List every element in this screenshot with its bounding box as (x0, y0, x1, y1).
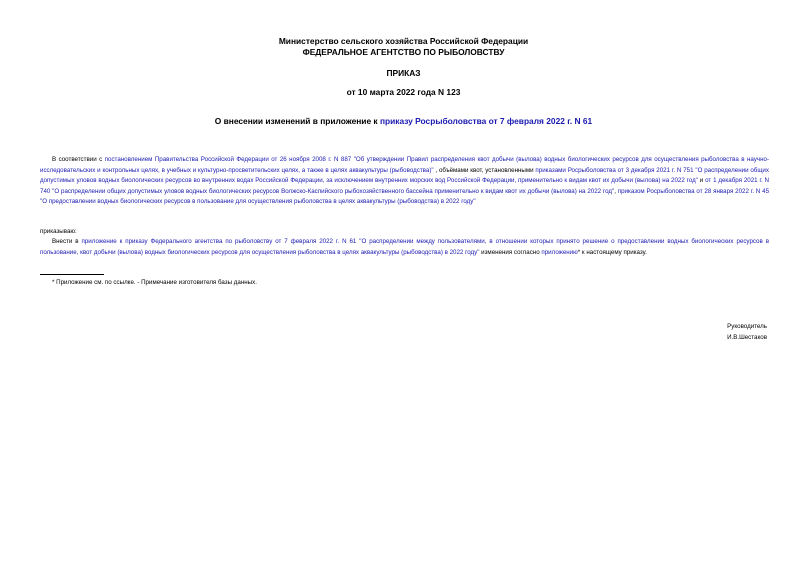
preamble-text-2: , объёмами квот, установленными (433, 166, 536, 174)
title-link[interactable]: приказу Росрыболовства от 7 февраля 2022 г. N 61 (379, 116, 593, 126)
order-link-1[interactable]: приложение к приказу Федерального агентства по рыболовству от 7 февраля 2022 г. N 61 "О распределении между пользователями, в отношении которых принято решение о предоставлении водных биологических ресурсов в пользование, квот добычи (вылова) водных биологических ресурсов для осуществления рыболовства в целях аквакультуры (рыбоводства) в 2022 году" (40, 238, 769, 256)
document-date-number: от 10 марта 2022 года N 123 (346, 87, 461, 97)
preamble-text-3: и (697, 177, 706, 185)
document-type: ПРИКАЗ (386, 68, 421, 78)
order-word: приказываю: (40, 228, 77, 235)
preamble-link-4[interactable]: приказом Росрыболовства от 28 января 2022 г. N 45 "О предоставлении водных биологических ресурсов в пользование для осуществления рыболовства в целях аквакультуры (рыбоводства) в 2022 году" (40, 187, 770, 206)
footnote-divider (40, 274, 104, 275)
preamble-link-1[interactable]: постановлением Правительства Российской Федерации от 26 ноября 2008 г. N 887 "Об утверждении Правил распределения квот добычи (вылова) водных биологических ресурсов для осуществления рыболовства в научно-исследовательских и контрольных целях, в учебных и культурно-просветительских целях, а также в целях аквакультуры (рыбоводства)" (40, 156, 770, 174)
order-text-2: изменения согласно (479, 248, 542, 256)
footnote: * Приложение см. по ссылке. - Примечание изготовителя базы данных. (52, 279, 257, 286)
order-paragraph (40, 237, 769, 258)
order-text-3: * к настоящему приказу. (577, 248, 647, 256)
preamble-link-3[interactable]: от 1 декабря 2021 г. N 740 "О распределении общих допустимых уловов водных биологических ресурсов Волжско-Каспийского рыбохозяйственного бассейна применительно к видам квот их добычи (вылова) на 2022 год" (40, 177, 770, 195)
title-prefix: О внесении изменений в приложение к (214, 116, 380, 126)
signature-position: Руководитель (727, 323, 767, 330)
preamble-text-4: , (614, 187, 618, 195)
preamble-paragraph (40, 155, 769, 208)
agency-name: ФЕДЕРАЛЬНОЕ АГЕНТСТВО ПО РЫБОЛОВСТВУ (302, 47, 505, 57)
document-title (0, 116, 807, 127)
signature-name: И.В.Шестаков (727, 334, 767, 341)
ministry-name: Министерство сельского хозяйства Российской Федерации (278, 36, 529, 46)
order-text-1: Внести в (52, 238, 82, 245)
preamble-link-2[interactable]: приказами Росрыболовства от 3 декабря 2021 г. N 751 "О распределении общих допустимых уловов водных биологических ресурсов во внутренних водах Российской Федерации, за исключением внутренних морских вод Российской Федерации, применительно к видам квот их добычи (вылова) на 2022 год" (40, 166, 769, 185)
order-link-2[interactable]: приложению (541, 248, 578, 256)
preamble-text-1: В соответствии с (52, 156, 105, 163)
